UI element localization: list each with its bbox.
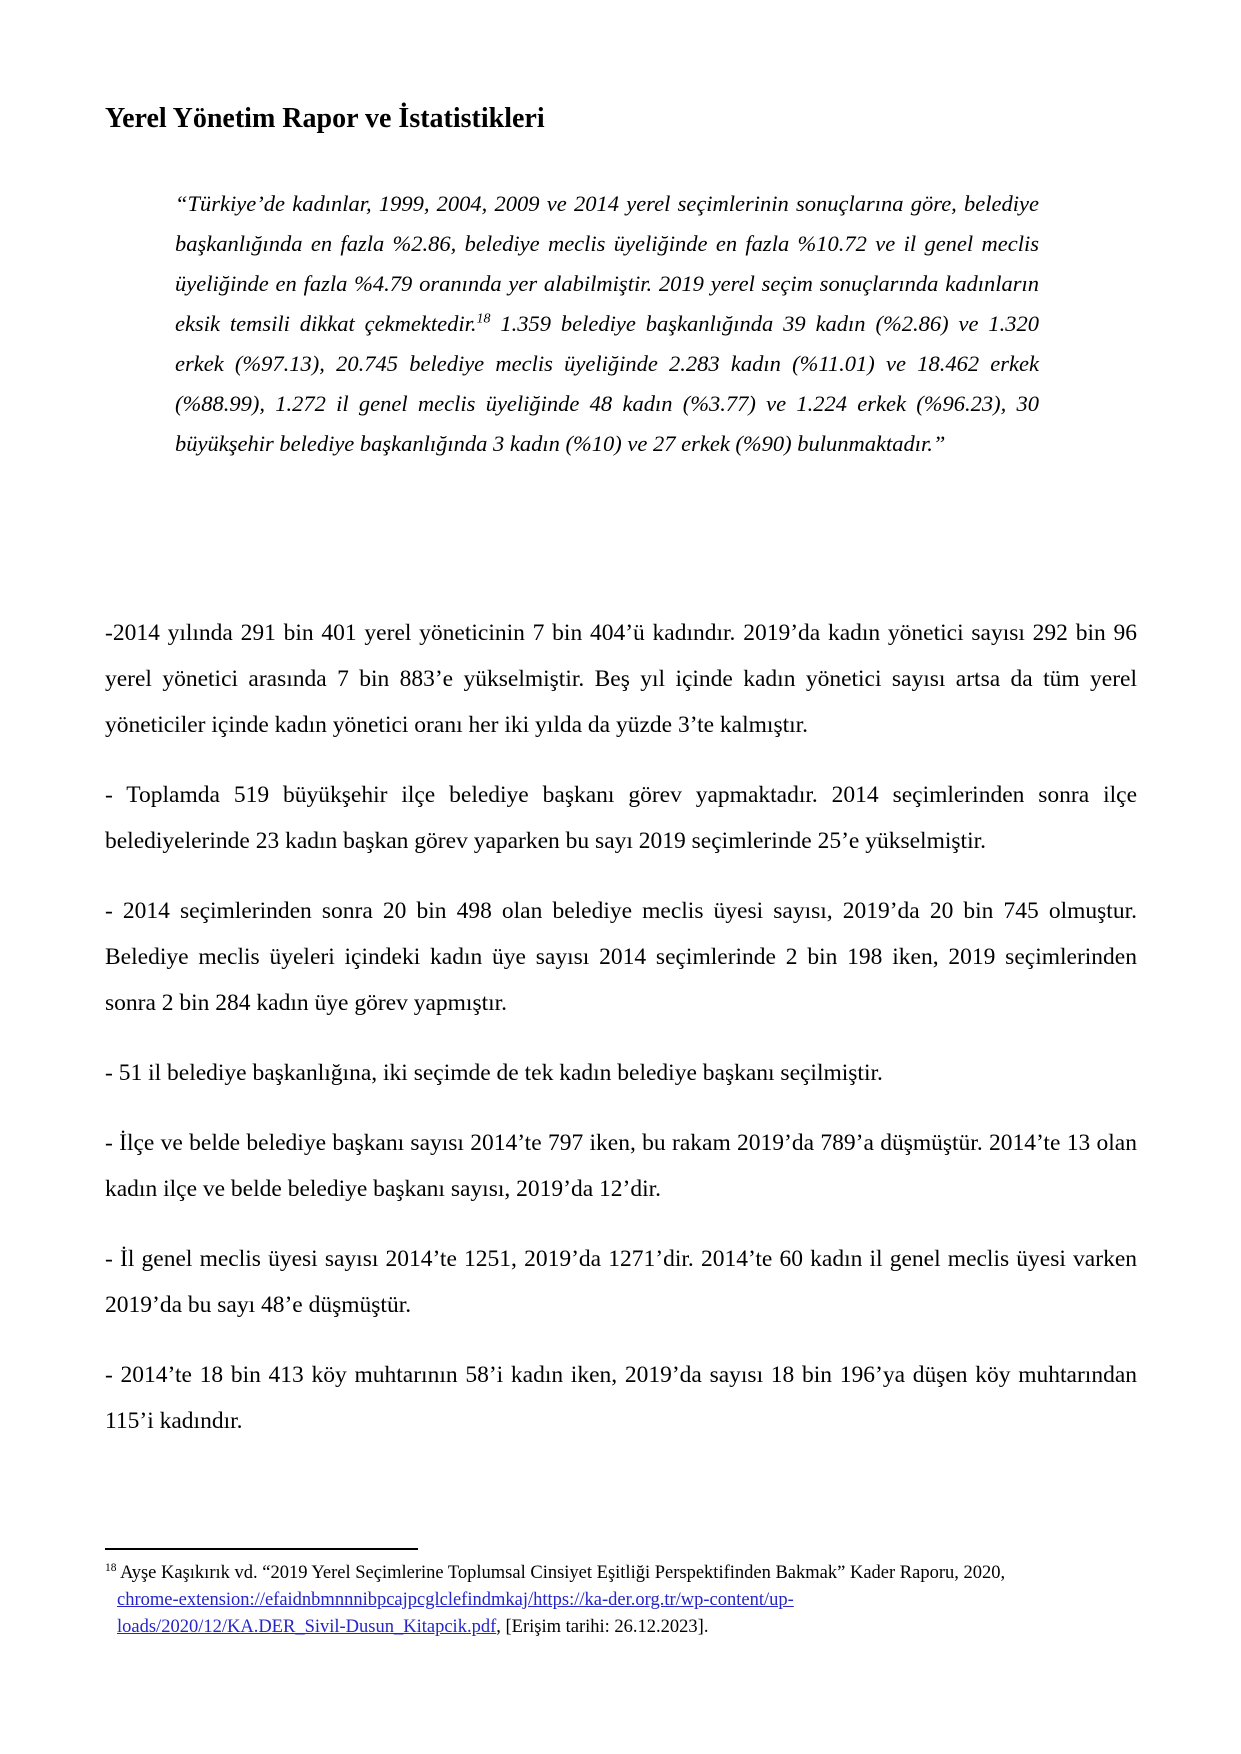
footnote-link-line-2[interactable]: loads/2020/12/KA.DER_Sivil-Dusun_Kitapcik.pdf: [117, 1617, 497, 1637]
body-paragraph: - 51 il belediye başkanlığına, iki seçimde de tek kadın belediye başkanı seçilmiştir.: [105, 1060, 883, 1086]
footnote-citation: Ayşe Kaşıkırık vd. “2019 Yerel Seçimlerine Toplumsal Cinsiyet Eşitliği Perspektifinden Bakmak” Kader Raporu, 2020,: [116, 1563, 1006, 1583]
footnote-citation-line: [105, 1560, 1141, 1587]
quote-footnote-ref-marker: 18: [476, 311, 491, 327]
quote-block: [175, 184, 1039, 464]
body-paragraph: - 2014’te 18 bin 413 köy muhtarının 58’i kadın iken, 2019’da sayısı 18 bin 196’ya düşen köy muhtarından 115’i kadındır.: [105, 1362, 1137, 1434]
footnote-link-line-1[interactable]: chrome-extension://efaidnbmnnnibpcajpcglclefindmkaj/https://ka-der.org.tr/wp-content/up-: [117, 1590, 794, 1610]
footnote-ref-marker: 18: [105, 1561, 117, 1574]
quote-text-before-ref: “Türkiye’de kadınlar, 1999, 2004, 2009 ve 2014 yerel seçimlerinin sonuçlarına göre, belediye başkanlığında en fazla %2.86, belediye meclis üyeliğinde en fazla %10.72 ve il genel meclis üyeliğinde en fazla %4.79 oranında yer alabilmiştir. 2019 yerel seçim sonuçlarında kadınların eksik temsili dikkat çekmektedir.: [175, 191, 1039, 336]
footnote-access-note: , [Erişim tarihi: 26.12.2023].: [496, 1617, 709, 1637]
body-paragraph: - İlçe ve belde belediye başkanı sayısı 2014’te 797 iken, bu rakam 2019’da 789’a düşmüştür. 2014’te 13 olan kadın ilçe ve belde belediye başkanı sayısı, 2019’da 12’dir.: [105, 1130, 1137, 1202]
body-paragraph: - 2014 seçimlerinden sonra 20 bin 498 olan belediye meclis üyesi sayısı, 2019’da 20 bin 745 olmuştur. Belediye meclis üyeleri içindeki kadın üye sayısı 2014 seçimlerinde 2 bin 198 iken, 2019 seçimlerinden sonra 2 bin 284 kadın üye görev yapmıştır.: [105, 898, 1137, 1016]
body-paragraph: - İl genel meclis üyesi sayısı 2014’te 1251, 2019’da 1271’dir. 2014’te 60 kadın il genel meclis üyesi varken 2019’da bu sayı 48’e düşmüştür.: [105, 1246, 1137, 1318]
body-paragraph: -2014 yılında 291 bin 401 yerel yöneticinin 7 bin 404’ü kadındır. 2019’da kadın yönetici sayısı 292 bin 96 yerel yönetici arasında 7 bin 883’e yükselmiştir. Beş yıl içinde kadın yönetici sayısı artsa da tüm yerel yöneticiler içinde kadın yönetici oranı her iki yılda da yüzde 3’te kalmıştır.: [105, 620, 1137, 738]
page-title: Yerel Yönetim Rapor ve İstatistikleri: [105, 103, 545, 134]
body-paragraph: - Toplamda 519 büyükşehir ilçe belediye başkanı görev yapmaktadır. 2014 seçimlerinden sonra ilçe belediyelerinde 23 kadın başkan görev yaparken bu sayı 2019 seçimlerinde 25’e yükselmiştir.: [105, 782, 1137, 854]
footnote-link-line-1-wrap: [105, 1587, 1141, 1614]
footnote-link-line-2-wrap: [105, 1614, 1141, 1641]
quote-text-after-ref: 1.359 belediye başkanlığında 39 kadın (%2.86) ve 1.320 erkek (%97.13), 20.745 belediye meclis üyeliğinde 2.283 kadın (%11.01) ve 18.462 erkek (%88.99), 1.272 il genel meclis üyeliğinde 48 kadın (%3.77) ve 1.224 erkek (%96.23), 30 büyükşehir belediye başkanlığında 3 kadın (%10) ve 27 erkek (%90) bulunmaktadır.”: [175, 311, 1040, 456]
footnote: [105, 1560, 1141, 1641]
footnote-separator: [105, 1548, 418, 1550]
body-text: [105, 610, 1137, 1468]
